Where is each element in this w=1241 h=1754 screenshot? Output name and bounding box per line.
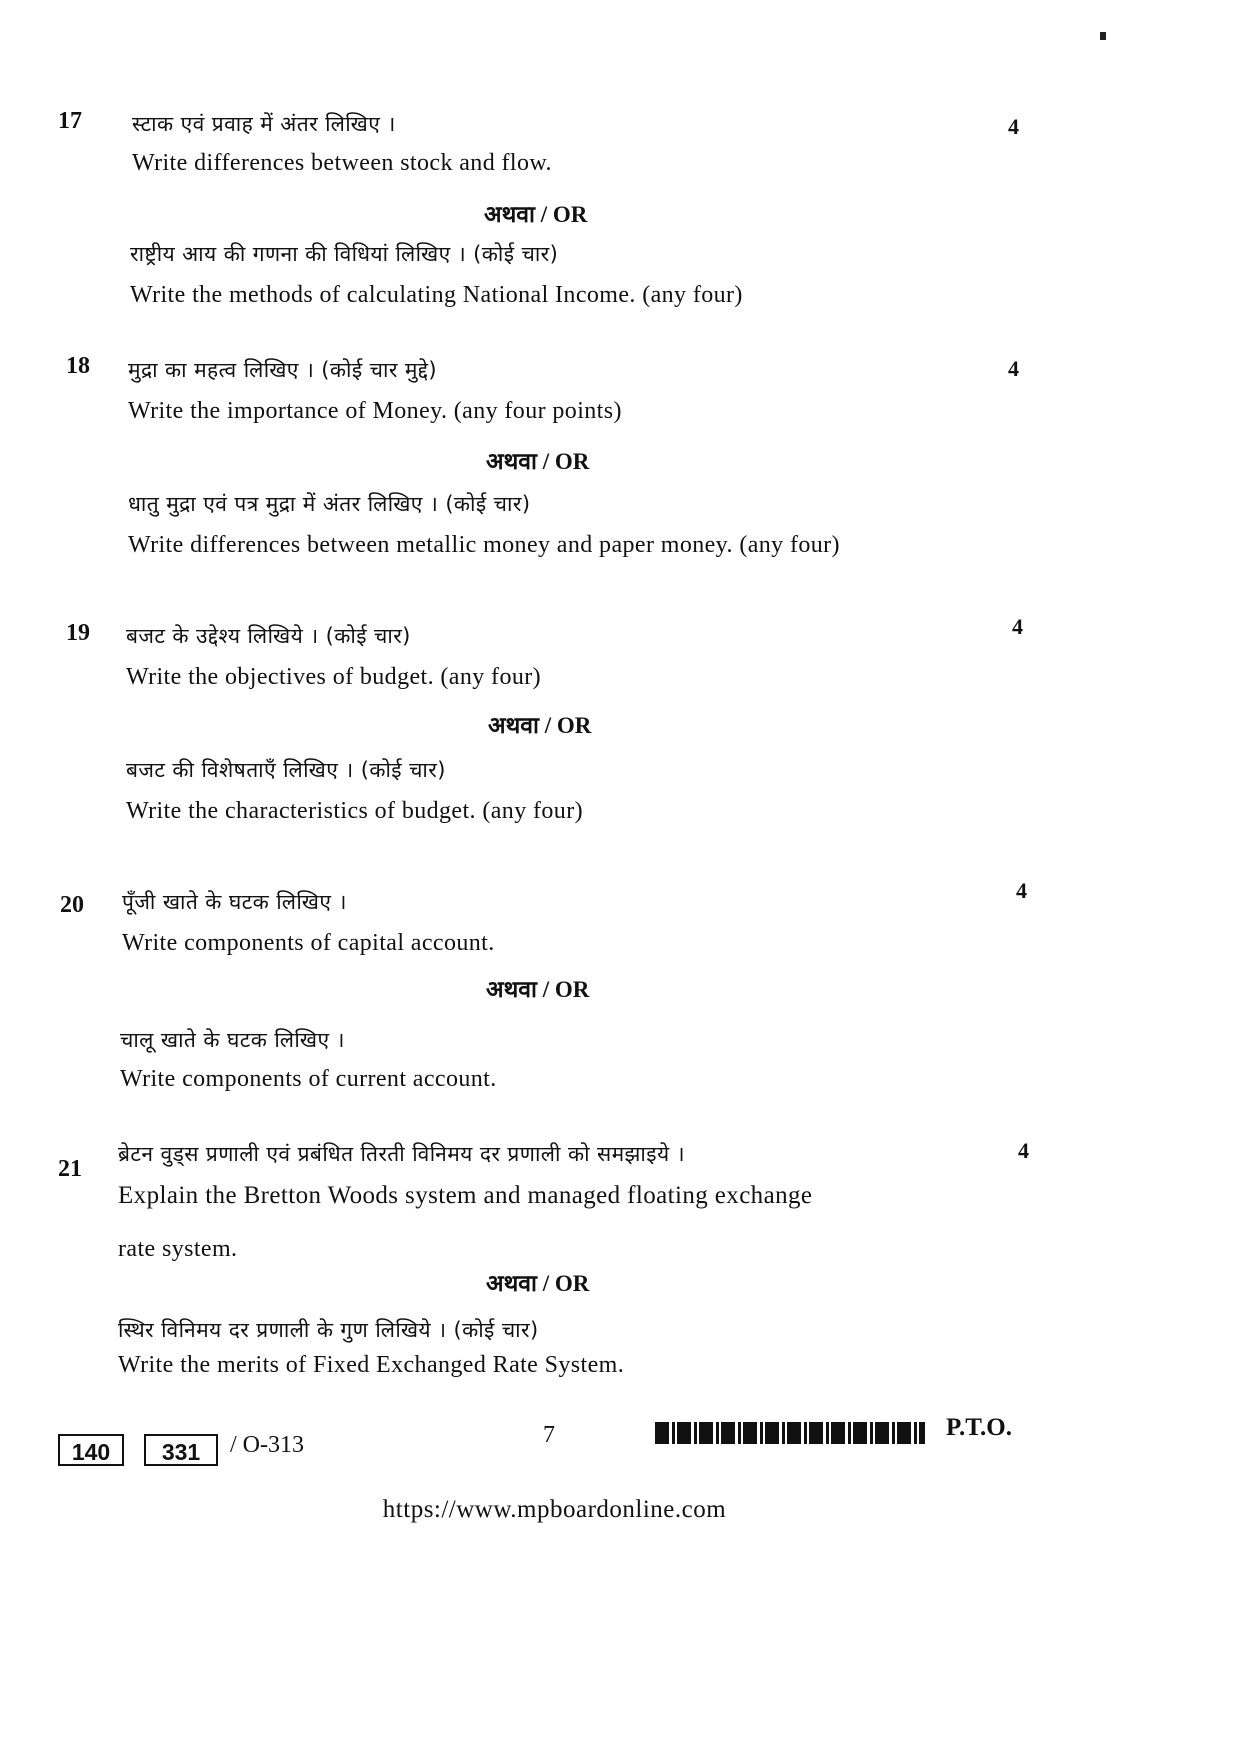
question-marks: 4: [1012, 614, 1023, 639]
paper-code-box-1: 140: [58, 1434, 124, 1466]
question-text-hindi: बजट के उद्देश्य लिखिये । (कोई चार): [126, 624, 411, 648]
question-text-hindi: स्टाक एवं प्रवाह में अंतर लिखिए ।: [132, 112, 396, 136]
question-text-hindi: पूँजी खाते के घटक लिखिए ।: [122, 890, 347, 914]
question-number: 20: [60, 892, 84, 918]
or-separator: अथवा / OR: [486, 977, 590, 1002]
question-number: 19: [66, 620, 90, 646]
or-separator: अथवा / OR: [486, 449, 590, 474]
question-text-english: Write components of capital account.: [122, 930, 495, 956]
question-marks: 4: [1008, 114, 1019, 139]
paper-code: / O-313: [230, 1432, 304, 1458]
website-link[interactable]: https://www.mpboardonline.com: [382, 1496, 727, 1523]
or-separator: अथवा / OR: [484, 202, 588, 227]
alternate-question-hindi: राष्ट्रीय आय की गणना की विधियां लिखिए । (कोई चार): [130, 242, 559, 266]
alternate-question-english: Write components of current account.: [120, 1066, 497, 1092]
scan-edge-mark: [1100, 32, 1106, 40]
question-marks: 4: [1018, 1138, 1029, 1163]
alternate-question-english: Write the methods of calculating National Income. (any four): [130, 282, 743, 308]
page-number: 7: [543, 1422, 555, 1448]
question-number: 18: [66, 353, 90, 379]
question-text-hindi: मुद्रा का महत्व लिखिए । (कोई चार मुद्दे): [128, 358, 438, 382]
alternate-question-english: Write the characteristics of budget. (any four): [126, 798, 583, 824]
question-text-english: Write differences between stock and flow.: [132, 150, 552, 176]
question-text-english: Write the objectives of budget. (any four): [126, 664, 542, 690]
alternate-question-hindi: चालू खाते के घटक लिखिए ।: [120, 1028, 345, 1052]
alternate-question-hindi: स्थिर विनिमय दर प्रणाली के गुण लिखिये । (कोई चार): [118, 1318, 539, 1342]
question-text-english: Write the importance of Money. (any four points): [128, 398, 622, 424]
barcode: [655, 1422, 925, 1444]
or-separator: अथवा / OR: [486, 1271, 590, 1296]
question-number: 21: [58, 1156, 82, 1182]
alternate-question-hindi: बजट की विशेषताएँ लिखिए । (कोई चार): [126, 758, 446, 782]
paper-code-box-2: 331: [144, 1434, 218, 1466]
question-text-english: Explain the Bretton Woods system and managed floating exchange: [118, 1182, 813, 1209]
question-marks: 4: [1016, 878, 1027, 903]
alternate-question-hindi: धातु मुद्रा एवं पत्र मुद्रा में अंतर लिखिए । (कोई चार): [128, 492, 531, 516]
alternate-question-english: Write the merits of Fixed Exchanged Rate System.: [118, 1352, 625, 1378]
question-text-english-continued: rate system.: [118, 1236, 238, 1262]
alternate-question-english: Write differences between metallic money and paper money. (any four): [128, 532, 840, 558]
question-marks: 4: [1008, 356, 1019, 381]
pto-label: P.T.O.: [946, 1414, 1012, 1441]
question-text-hindi: ब्रेटन वुड्स प्रणाली एवं प्रबंधित तिरती विनिमय दर प्रणाली को समझाइये ।: [118, 1142, 685, 1166]
or-separator: अथवा / OR: [488, 713, 592, 738]
question-number: 17: [58, 108, 82, 134]
